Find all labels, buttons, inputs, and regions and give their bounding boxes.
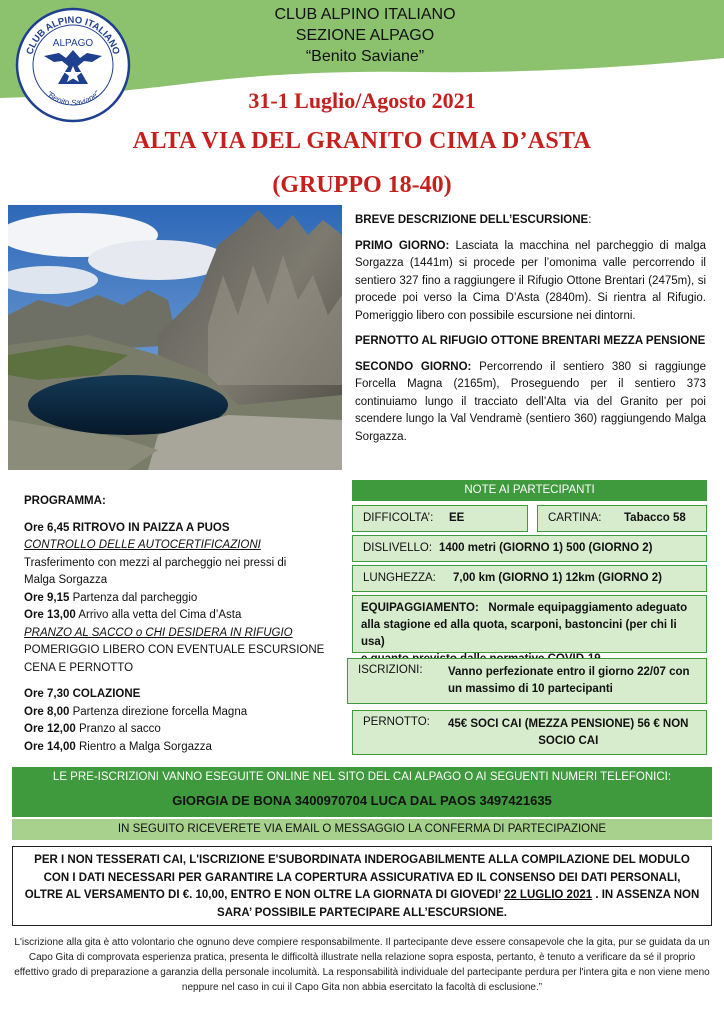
- program: [24, 493, 342, 756]
- day1-paragraph: [355, 238, 706, 326]
- overnight-price-box: PERNOTTO: 45€ SOCI CAI (MEZZA PENSIONE) 56 € NON SOCIO CAI: [352, 710, 707, 755]
- logo-middle-text: ALPAGO: [52, 38, 94, 49]
- non-member-warning: PER I NON TESSERATI CAI, L'ISCRIZIONE E'SUBORDINATA INDEROGABILMENTE ALLA COMPILAZIONE DEL MODULO CON I DATI NECESSARI PER GARANTIRE LA COPERTURA ASSICURATIVA ED IL CONSENSO DEI DATI PERSONALI, OLTRE AL VERSAMENTO DI €. 10,00, ENTRO E NON OLTRE LA GIORNATA DI GIOVEDI’ 22 LUGLIO 2021 . IN ASSENZA NON SARA’ POSSIBILE PARTECIPARE ALL’ESCURSIONE.: [12, 846, 712, 926]
- event-group: (GRUPPO 18-40): [272, 172, 452, 198]
- overnight-price-text: 45€ SOCI CAI (MEZZA PENSIONE) 56 € NON: [448, 718, 689, 730]
- section-dedication: “Benito Saviane”: [305, 48, 425, 65]
- club-header: [200, 4, 530, 67]
- program-line: CENA E PERNOTTO: [24, 661, 134, 674]
- club-name: CLUB ALPINO ITALIANO: [274, 6, 456, 23]
- program-line: CONTROLLO DELLE AUTOCERTIFICAZIONI: [24, 539, 261, 551]
- difficulty-value: EE: [449, 512, 465, 524]
- event-title: ALTA VIA DEL GRANITO CIMA D’ASTA: [132, 128, 592, 154]
- difficulty-label: DIFFICOLTA’:: [363, 512, 434, 524]
- logo-bottom-text: "Benito Saviane": [44, 89, 102, 108]
- registration-text: Vanno perfezionate entro il giorno 22/07 con: [448, 666, 690, 678]
- preregistration-text: LE PRE-ISCRIZIONI VANNO ESEGUITE ONLINE NEL SITO DEL CAI ALPAGO O AI SEGUENTI NUMERI TELEFONICI:: [52, 771, 672, 783]
- elevation-value: 1400 metri (GIORNO 1) 500 (GIORNO 2): [439, 542, 653, 554]
- length-label: LUNGHEZZA:: [363, 572, 436, 584]
- length-box: [352, 565, 707, 592]
- overnight-line: PERNOTTO AL RIFUGIO OTTONE BRENTARI MEZZA PENSIONE: [355, 335, 706, 347]
- map-value: Tabacco 58: [624, 512, 686, 524]
- logo-top-text: CLUB ALPINO ITALIANO: [24, 14, 122, 56]
- section-name: SEZIONE ALPAGO: [295, 27, 435, 44]
- description-heading: BREVE DESCRIZIONE DELL’ESCURSIONE:: [355, 214, 592, 226]
- event-dates: 31-1 Luglio/Agosto 2021: [248, 88, 476, 113]
- day2-label: SECONDO GIORNO:: [355, 360, 472, 373]
- disclaimer: L'iscrizione alla gita è atto volontario che ognuno deve compiere responsabilmente. Il partecipante deve essere consapevole che la gita, pur se guidata da un Capo Gita di comprovata esperienza pratica, presenta le difficoltà illustrate nella relazione sopra esposta, pertanto, è tenuto a verificare da sé il proprio effettivo grado di preparazione a garanzia della personale incolumità. La responsabilità individuale del partecipante perdura per l'intera gita e non viene meno neppure nel caso in cui il Capo Gita non abbia esercitato la facoltà di esclusione.”: [14, 937, 710, 993]
- program-line: Trasferimento con mezzi al parcheggio nei pressi di: [24, 556, 287, 569]
- overnight-price-label: PERNOTTO:: [363, 716, 430, 728]
- registration-label: ISCRIZIONI:: [358, 664, 423, 676]
- length-value: 7,00 km (GIORNO 1) 12km (GIORNO 2): [453, 572, 662, 584]
- program-line: Malga Sorgazza: [24, 574, 108, 586]
- program-line: Ore 7,30 COLAZIONE: [24, 688, 141, 700]
- mountain-lake-photo: [8, 205, 342, 470]
- notes-heading: NOTE AI PARTECIPANTI: [352, 480, 707, 501]
- day1-text: Lasciata la macchina nel parcheggio di malga Sorgazza (1441m) si procede per l’omonima valle percorrendo il sentiero 327 fino a raggiungere il Rifugio Ottone Brentari (2475m), si procede poi verso la Cima D’Asta (2840m). Si rientra al Rifugio. Pomeriggio libero con possibile escursione nei dintorni.: [355, 239, 706, 322]
- difficulty-box: [352, 505, 528, 532]
- day1-label: PRIMO GIORNO:: [355, 239, 450, 252]
- elevation-label: DISLIVELLO:: [363, 542, 433, 554]
- map-label: CARTINA:: [548, 512, 602, 524]
- program-line: Ore 12,00 Pranzo al sacco: [24, 723, 161, 735]
- program-line: PRANZO AL SACCO o CHI DESIDERA IN RIFUGIO: [24, 626, 293, 639]
- contact-phones: GIORGIA DE BONA 3400970704 LUCA DAL PAOS 3497421635: [172, 793, 552, 808]
- program-line: Ore 13,00 Arrivo alla vetta del Cima d’Asta: [24, 609, 242, 621]
- excursion-description: [355, 212, 706, 454]
- equipment-box: [352, 595, 707, 653]
- program-line: POMERIGGIO LIBERO CON EVENTUALE ESCURSIONE: [24, 644, 325, 656]
- confirmation-band: IN SEGUITO RICEVERETE VIA EMAIL O MESSAGGIO LA CONFERMA DI PARTECIPAZIONE: [12, 819, 712, 840]
- day2-paragraph: [355, 359, 706, 447]
- equipment-label: EQUIPAGGIAMENTO:: [361, 602, 479, 614]
- map-box: [537, 505, 707, 532]
- elevation-box: [352, 535, 707, 562]
- program-line: Ore 14,00 Rientro a Malga Sorgazza: [24, 740, 212, 753]
- equipment-text: EQUIPAGGIAMENTO: Normale equipaggiamento adeguato alla stagione ed alla quota, scarponi, bastoncini (per chi li usa): [361, 602, 688, 648]
- program-spacer: [24, 677, 342, 686]
- registration-box: ISCRIZIONI: Vanno perfezionate entro il giorno 22/07 con un massimo di 10 partecipanti: [347, 658, 707, 704]
- day2-text: Percorrendo il sentiero 380 si raggiunge Forcella Magna (2165m), Proseguendo per il sentiero 373 continuiamo lungo il tracciato dell’Alta via del Granito per poi scendere lungo la Val Vendramè (sentiero 360) raggiungendo Malga Sorgazza.: [355, 360, 707, 443]
- program-line: Ore 8,00 Partenza direzione forcella Magna: [24, 705, 248, 718]
- deadline-date: 22 LUGLIO 2021: [503, 889, 593, 901]
- program-heading: PROGRAMMA:: [24, 495, 106, 507]
- program-line: Ore 6,45 RITROVO IN PAIZZA A PUOS: [24, 521, 230, 534]
- program-line: Ore 9,15 Partenza dal parcheggio: [24, 591, 198, 604]
- preregistration-band: [12, 767, 712, 817]
